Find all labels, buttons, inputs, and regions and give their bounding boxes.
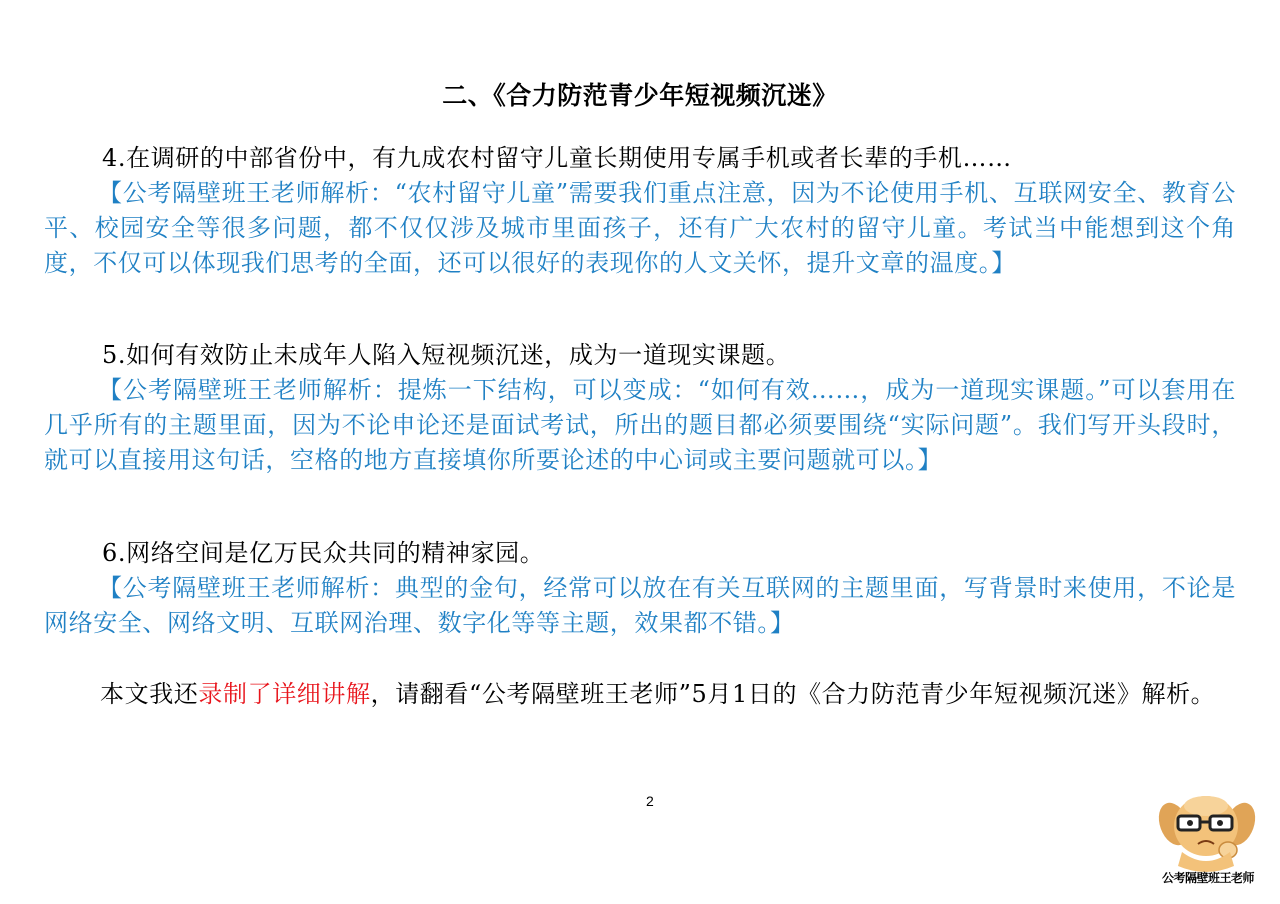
logo-caption: 公考隔壁班王老师 <box>1161 871 1254 885</box>
analysis-text: 【公考隔壁班王老师解析：提炼一下结构，可以变成：“如何有效……，成为一道现实课题。”可以套用在几乎所有的主题里面，因为不论申论还是面试考试，所出的题目都必须要围绕“实际问题”。我们写开头段时，就可以直接用这句话，空格的地方直接填你所要论述的中心词或主要问题就可以。】 <box>44 376 1236 474</box>
item-4 <box>44 141 1236 281</box>
page-number: 2 <box>646 793 654 809</box>
item-5 <box>44 338 1236 478</box>
point-text: 4.在调研的中部省份中，有九成农村留守儿童长期使用专属手机或者长辈的手机…… <box>102 144 1012 172</box>
item-6 <box>44 536 1236 641</box>
page-title: 二、《合力防范青少年短视频沉迷》 <box>442 81 838 110</box>
analysis-text: 【公考隔壁班王老师解析：典型的金句，经常可以放在有关互联网的主题里面，写背景时来使用，不论是网络安全、网络文明、互联网治理、数字化等等主题，效果都不错。】 <box>44 574 1236 637</box>
closing-prefix: 本文我还 <box>100 680 199 708</box>
closing-suffix: ，请翻看“公考隔壁班王老师”5月1日的《合力防范青少年短视频沉迷》解析。 <box>370 680 1216 708</box>
point-text: 5.如何有效防止未成年人陷入短视频沉迷，成为一道现实课题。 <box>102 341 791 369</box>
closing-highlight: 录制了详细讲解 <box>198 680 371 708</box>
point-text: 6.网络空间是亿万民众共同的精神家园。 <box>102 539 545 567</box>
closing-paragraph <box>44 677 1236 712</box>
closing-text <box>44 677 1236 712</box>
analysis-text: 【公考隔壁班王老师解析：“农村留守儿童”需要我们重点注意，因为不论使用手机、互联网安全、教育公平、校园安全等很多问题，都不仅仅涉及城市里面孩子，还有广大农村的留守儿童。考试当中能想到这个角度，不仅可以体现我们思考的全面，还可以很好的表现你的人文关怀，提升文章的温度。】 <box>44 179 1236 277</box>
